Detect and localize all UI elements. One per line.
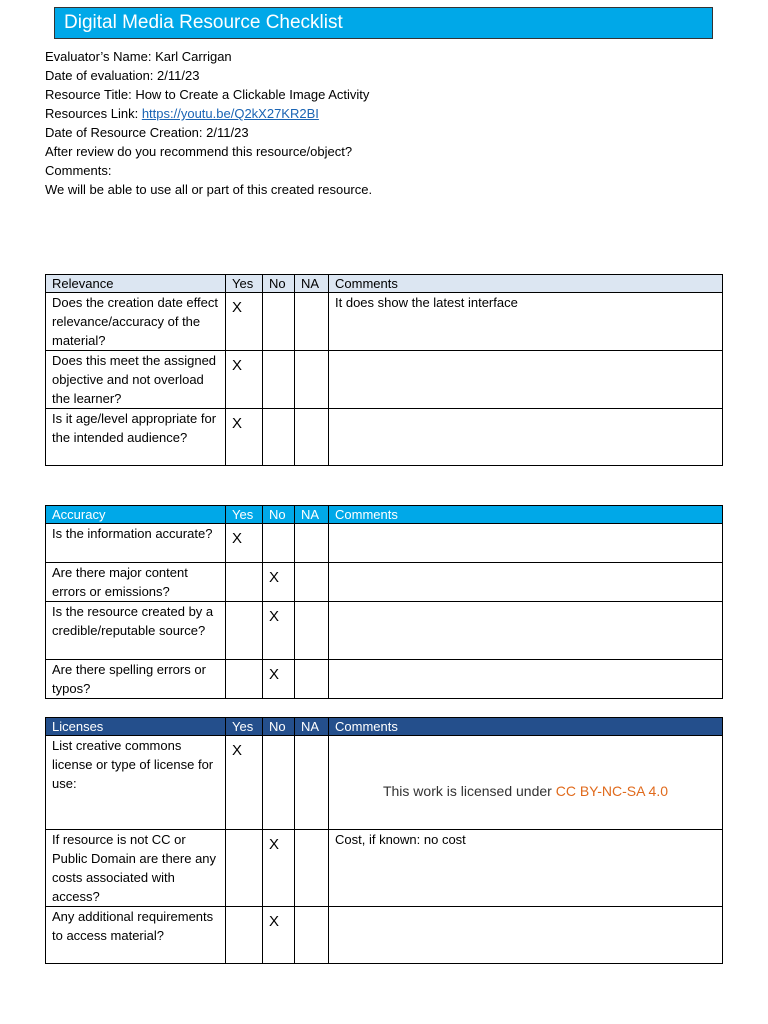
na-header: NA [295, 718, 329, 736]
yes-mark [226, 602, 263, 660]
table-row [46, 351, 723, 409]
question: Is the information accurate? [46, 524, 226, 563]
comments-header: Comments [329, 718, 723, 736]
evaluation-info [45, 47, 372, 199]
table-row [46, 524, 723, 563]
relevance-table [45, 274, 723, 466]
question: Any additional requirements to access material? [46, 907, 226, 964]
yes-mark [226, 660, 263, 699]
comment: Cost, if known: no cost [329, 830, 723, 907]
question: Does this meet the assigned objective and not overload the learner? [46, 351, 226, 409]
comments-text: We will be able to use all or part of this created resource. [45, 182, 373, 197]
question: Is it age/level appropriate for the intended audience? [46, 409, 226, 466]
yes-header: Yes [226, 275, 263, 293]
table-header-row [46, 506, 723, 524]
evaluation-date: Date of evaluation: 2/11/23 [45, 68, 200, 83]
accuracy-table [45, 505, 723, 699]
cc-license-link[interactable]: CC BY-NC-SA 4.0 [555, 783, 669, 799]
comment [329, 563, 723, 602]
license-note [335, 783, 716, 799]
no-mark: X [263, 907, 295, 964]
na-mark [295, 293, 329, 351]
evaluator-name: Evaluator’s Name: Karl Carrigan [45, 49, 232, 64]
na-mark [295, 736, 329, 830]
resource-link[interactable]: https://youtu.be/Q2kX27KR2BI [141, 106, 319, 121]
table-row [46, 293, 723, 351]
na-mark [295, 602, 329, 660]
resource-title: Resource Title: How to Create a Clickable Image Activity [45, 87, 370, 102]
question: Are there spelling errors or typos? [46, 660, 226, 699]
resource-link-label: Resources Link: [45, 106, 142, 121]
comments-header: Comments [329, 275, 723, 293]
relevance-header: Relevance [46, 275, 226, 293]
yes-mark: X [226, 409, 263, 466]
comments-label: Comments: [45, 163, 112, 178]
na-header: NA [295, 275, 329, 293]
yes-mark [226, 830, 263, 907]
question: List creative commons license or type of license for use: [46, 736, 226, 830]
resource-link-row [45, 104, 372, 123]
na-header: NA [295, 506, 329, 524]
comment: It does show the latest interface [329, 293, 723, 351]
na-mark [295, 907, 329, 964]
comment [329, 602, 723, 660]
table-row [46, 736, 723, 830]
na-mark [295, 563, 329, 602]
no-mark [263, 293, 295, 351]
yes-mark: X [226, 293, 263, 351]
recommend-question: After review do you recommend this resource/object? [45, 144, 353, 159]
creation-date: Date of Resource Creation: 2/11/23 [45, 125, 249, 140]
table-row [46, 409, 723, 466]
na-mark [295, 524, 329, 563]
yes-header: Yes [226, 506, 263, 524]
yes-mark: X [226, 351, 263, 409]
yes-mark [226, 563, 263, 602]
na-mark [295, 830, 329, 907]
no-mark: X [263, 563, 295, 602]
yes-mark [226, 907, 263, 964]
no-mark: X [263, 602, 295, 660]
question: If resource is not CC or Public Domain are there any costs associated with access? [46, 830, 226, 907]
question: Does the creation date effect relevance/accuracy of the material? [46, 293, 226, 351]
table-row [46, 660, 723, 699]
yes-header: Yes [226, 718, 263, 736]
table-header-row [46, 275, 723, 293]
licenses-header: Licenses [46, 718, 226, 736]
table-row [46, 602, 723, 660]
comment [329, 736, 723, 830]
question: Is the resource created by a credible/reputable source? [46, 602, 226, 660]
yes-mark: X [226, 736, 263, 830]
table-header-row [46, 718, 723, 736]
license-note-text: This work is licensed under [382, 783, 556, 799]
comment [329, 351, 723, 409]
no-header: No [263, 275, 295, 293]
no-mark [263, 736, 295, 830]
na-mark [295, 660, 329, 699]
accuracy-header: Accuracy [46, 506, 226, 524]
comment [329, 409, 723, 466]
comment [329, 907, 723, 964]
question: Are there major content errors or emissions? [46, 563, 226, 602]
comments-header: Comments [329, 506, 723, 524]
no-mark: X [263, 660, 295, 699]
no-mark: X [263, 830, 295, 907]
licenses-table [45, 717, 723, 964]
yes-mark: X [226, 524, 263, 563]
no-mark [263, 524, 295, 563]
page-title: Digital Media Resource Checklist [54, 7, 713, 39]
table-row [46, 907, 723, 964]
comment [329, 524, 723, 563]
comment [329, 660, 723, 699]
table-row [46, 563, 723, 602]
no-mark [263, 409, 295, 466]
na-mark [295, 409, 329, 466]
na-mark [295, 351, 329, 409]
no-header: No [263, 506, 295, 524]
no-header: No [263, 718, 295, 736]
table-row [46, 830, 723, 907]
no-mark [263, 351, 295, 409]
